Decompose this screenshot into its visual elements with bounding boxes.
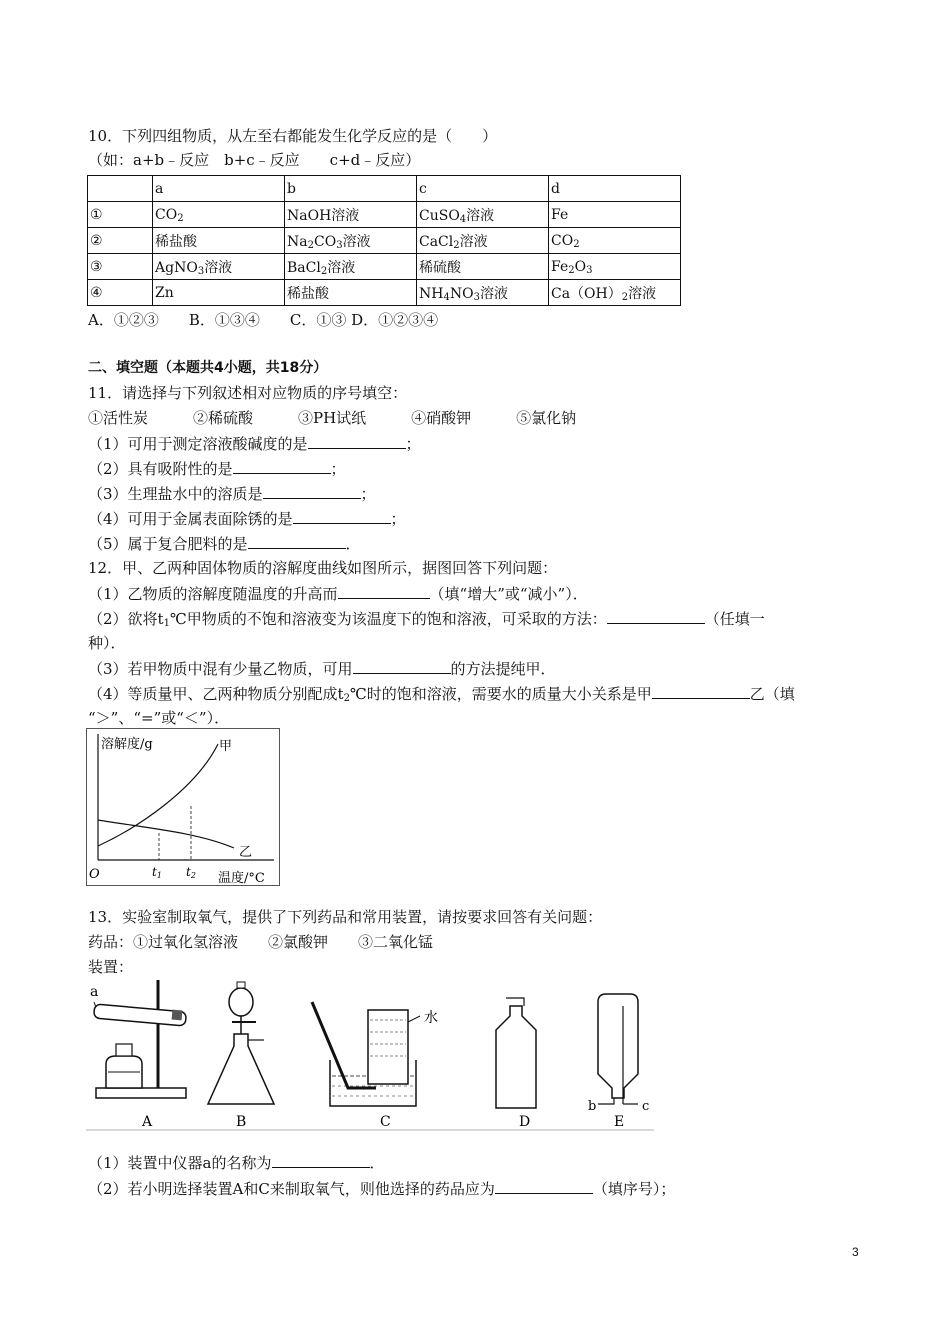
- funnel-bulb: [229, 988, 253, 1016]
- stand-base: [96, 1088, 186, 1098]
- label-A: A: [142, 1114, 153, 1130]
- table-cell: $Na_2CO_3$溶液: [285, 228, 417, 254]
- table-cell: BaCl$_2$溶液: [285, 254, 417, 280]
- table-cell: ①: [88, 202, 153, 228]
- q10-stem: 10．下列四组物质，从左至右都能发生化学反应的是（ ）: [88, 127, 498, 145]
- y-axis-label: 溶解度/g: [101, 737, 153, 752]
- q12-part4: （4）等质量甲、乙两种物质分别配成$t_2℃$时的饱和溶液，需要水的质量大小关系是甲 乙（填: [88, 685, 795, 704]
- apparatus-b: [208, 982, 274, 1130]
- q12-part3: （3）若甲物质中混有少量乙物质，可用 的方法提纯甲．: [88, 660, 556, 678]
- table-cell: Fe: [549, 202, 681, 228]
- q12-part2-cont: 种）．: [88, 634, 126, 652]
- table-row: [88, 280, 681, 306]
- header-cell: a: [153, 176, 285, 202]
- label-b: b: [588, 1099, 597, 1114]
- table-cell: ④: [88, 280, 153, 306]
- table-header-row: [88, 176, 681, 202]
- label-c: c: [642, 1099, 650, 1114]
- q12-part1: （1）乙物质的溶解度随温度的升高而 （填“增大”或“减小”）．: [88, 585, 588, 603]
- q13-part1: （1）装置中仪器a的名称为 ．: [88, 1154, 385, 1172]
- curve-jia: [98, 744, 218, 846]
- q11-choices: ①活性炭 ②稀硫酸 ③PH试纸 ④硝酸钾 ⑤氯化钠: [88, 409, 577, 427]
- graph-frame: [87, 729, 280, 886]
- table-cell: $CO_2$: [549, 228, 681, 254]
- q12-part4-cont: “＞”、“=”或“＜”）．: [88, 709, 230, 727]
- header-cell: b: [285, 176, 417, 202]
- answer-blank[interactable]: [233, 458, 331, 474]
- q11-part3: （3）生理盐水中的溶质是 ；: [88, 485, 376, 503]
- curve-jia-label: 甲: [219, 739, 233, 754]
- answer-blank[interactable]: [248, 533, 346, 549]
- table-cell: 稀硫酸: [417, 254, 549, 280]
- label-D: D: [519, 1114, 531, 1130]
- table-cell: 稀盐酸: [153, 228, 285, 254]
- origin-label: O: [89, 867, 100, 882]
- q12-stem: 12．甲、乙两种固体物质的溶解度曲线如图所示，据图回答下列问题：: [88, 559, 558, 577]
- header-cell: d: [549, 176, 681, 202]
- lamp-cap: [116, 1044, 132, 1056]
- table-row: [88, 228, 681, 254]
- answer-blank[interactable]: [263, 483, 361, 499]
- stopper: [172, 1010, 183, 1021]
- q11-part4: （4）可用于金属表面除锈的是 ；: [88, 510, 406, 528]
- apparatus-d: [496, 998, 536, 1130]
- label-a: a: [90, 984, 99, 1000]
- curve-yi: [98, 820, 234, 848]
- t1-label: t1: [152, 865, 162, 880]
- label-E: E: [614, 1114, 625, 1130]
- q12-part2: （2）欲将$t_1℃$甲物质的不饱和溶液变为该温度下的饱和溶液，可采取的方法： （任填一: [88, 610, 765, 629]
- table-cell: $Fe_2O_3$: [549, 254, 681, 280]
- table-cell: Zn: [153, 280, 285, 306]
- table-cell: $NH_4NO_3$溶液: [417, 280, 549, 306]
- label-water: 水: [424, 1010, 438, 1026]
- delivery-tube: [312, 1002, 376, 1088]
- q13-apparatus-label: 装置：: [88, 958, 134, 976]
- gas-bottle: [496, 1006, 536, 1108]
- x-axis-label: 温度/°C: [218, 871, 265, 886]
- apparatus-figure: [86, 976, 656, 1132]
- gas-jar: [368, 1010, 408, 1084]
- answer-blank[interactable]: [293, 508, 391, 524]
- q10-table: [87, 175, 681, 306]
- answer-blank[interactable]: [495, 1178, 593, 1194]
- table-cell: CuSO$_4$溶液: [417, 202, 549, 228]
- answer-blank[interactable]: [272, 1152, 370, 1168]
- table-cell: $CO_2$: [153, 202, 285, 228]
- answer-blank[interactable]: [652, 683, 750, 699]
- table-cell: 稀盐酸: [285, 280, 417, 306]
- q13-stem: 13．实验室制取氧气，提供了下列药品和常用装置，请按要求回答有关问题：: [88, 908, 603, 926]
- answer-blank[interactable]: [338, 583, 430, 599]
- table-row: [88, 202, 681, 228]
- page-number: 3: [852, 1245, 859, 1259]
- section-title: 二、填空题（本题共4小题，共18分）: [88, 360, 328, 376]
- inverted-bottle: [598, 994, 638, 1098]
- water-pointer: [408, 1016, 420, 1022]
- label-B: B: [236, 1114, 247, 1130]
- conical-flask: [208, 1034, 274, 1104]
- table-cell: $Ca(OH)_2$溶液: [549, 280, 681, 306]
- q10-options: A．①②③ B．①③④ C．①③ D．①②③④: [88, 311, 439, 329]
- table-cell: NaOH溶液: [285, 202, 417, 228]
- apparatus-c: [312, 1002, 438, 1130]
- t2-label: t2: [186, 865, 196, 880]
- answer-blank[interactable]: [353, 658, 451, 674]
- table-cell: ②: [88, 228, 153, 254]
- apparatus-a: [90, 980, 186, 1130]
- q13-drugs: 药品：①过氧化氢溶液 ②氯酸钾 ③二氧化锰: [88, 933, 434, 951]
- apparatus-e: [588, 994, 649, 1130]
- funnel-stopper: [237, 982, 245, 988]
- answer-blank[interactable]: [308, 433, 406, 449]
- table-cell: ③: [88, 254, 153, 280]
- q13-part2: （2）若小明选择装置A和C来制取氧气，则他选择的药品应为 （填序号）；: [88, 1180, 676, 1198]
- label-C: C: [380, 1114, 391, 1130]
- curve-yi-label: 乙: [239, 845, 253, 860]
- table-cell: AgNO$_3$溶液: [153, 254, 285, 280]
- q11-part5: （5）属于复合肥料的是 ．: [88, 535, 361, 553]
- q11-part2: （2）具有吸附性的是 ；: [88, 460, 346, 478]
- header-cell: c: [417, 176, 549, 202]
- answer-blank[interactable]: [607, 608, 705, 624]
- tube-b: [598, 1098, 614, 1104]
- q10-note: （如：a+b﹣反应 b+c﹣反应 c+d﹣反应）: [88, 151, 421, 169]
- q11-part1: （1）可用于测定溶液酸碱度的是 ；: [88, 435, 421, 453]
- table-row: [88, 254, 681, 280]
- table-cell: CaCl$_2$溶液: [417, 228, 549, 254]
- bottle-tube: [506, 998, 524, 1006]
- solubility-graph: [86, 728, 282, 888]
- header-cell: [88, 176, 153, 202]
- q11-stem: 11．请选择与下列叙述相对应物质的序号填空：: [88, 384, 408, 402]
